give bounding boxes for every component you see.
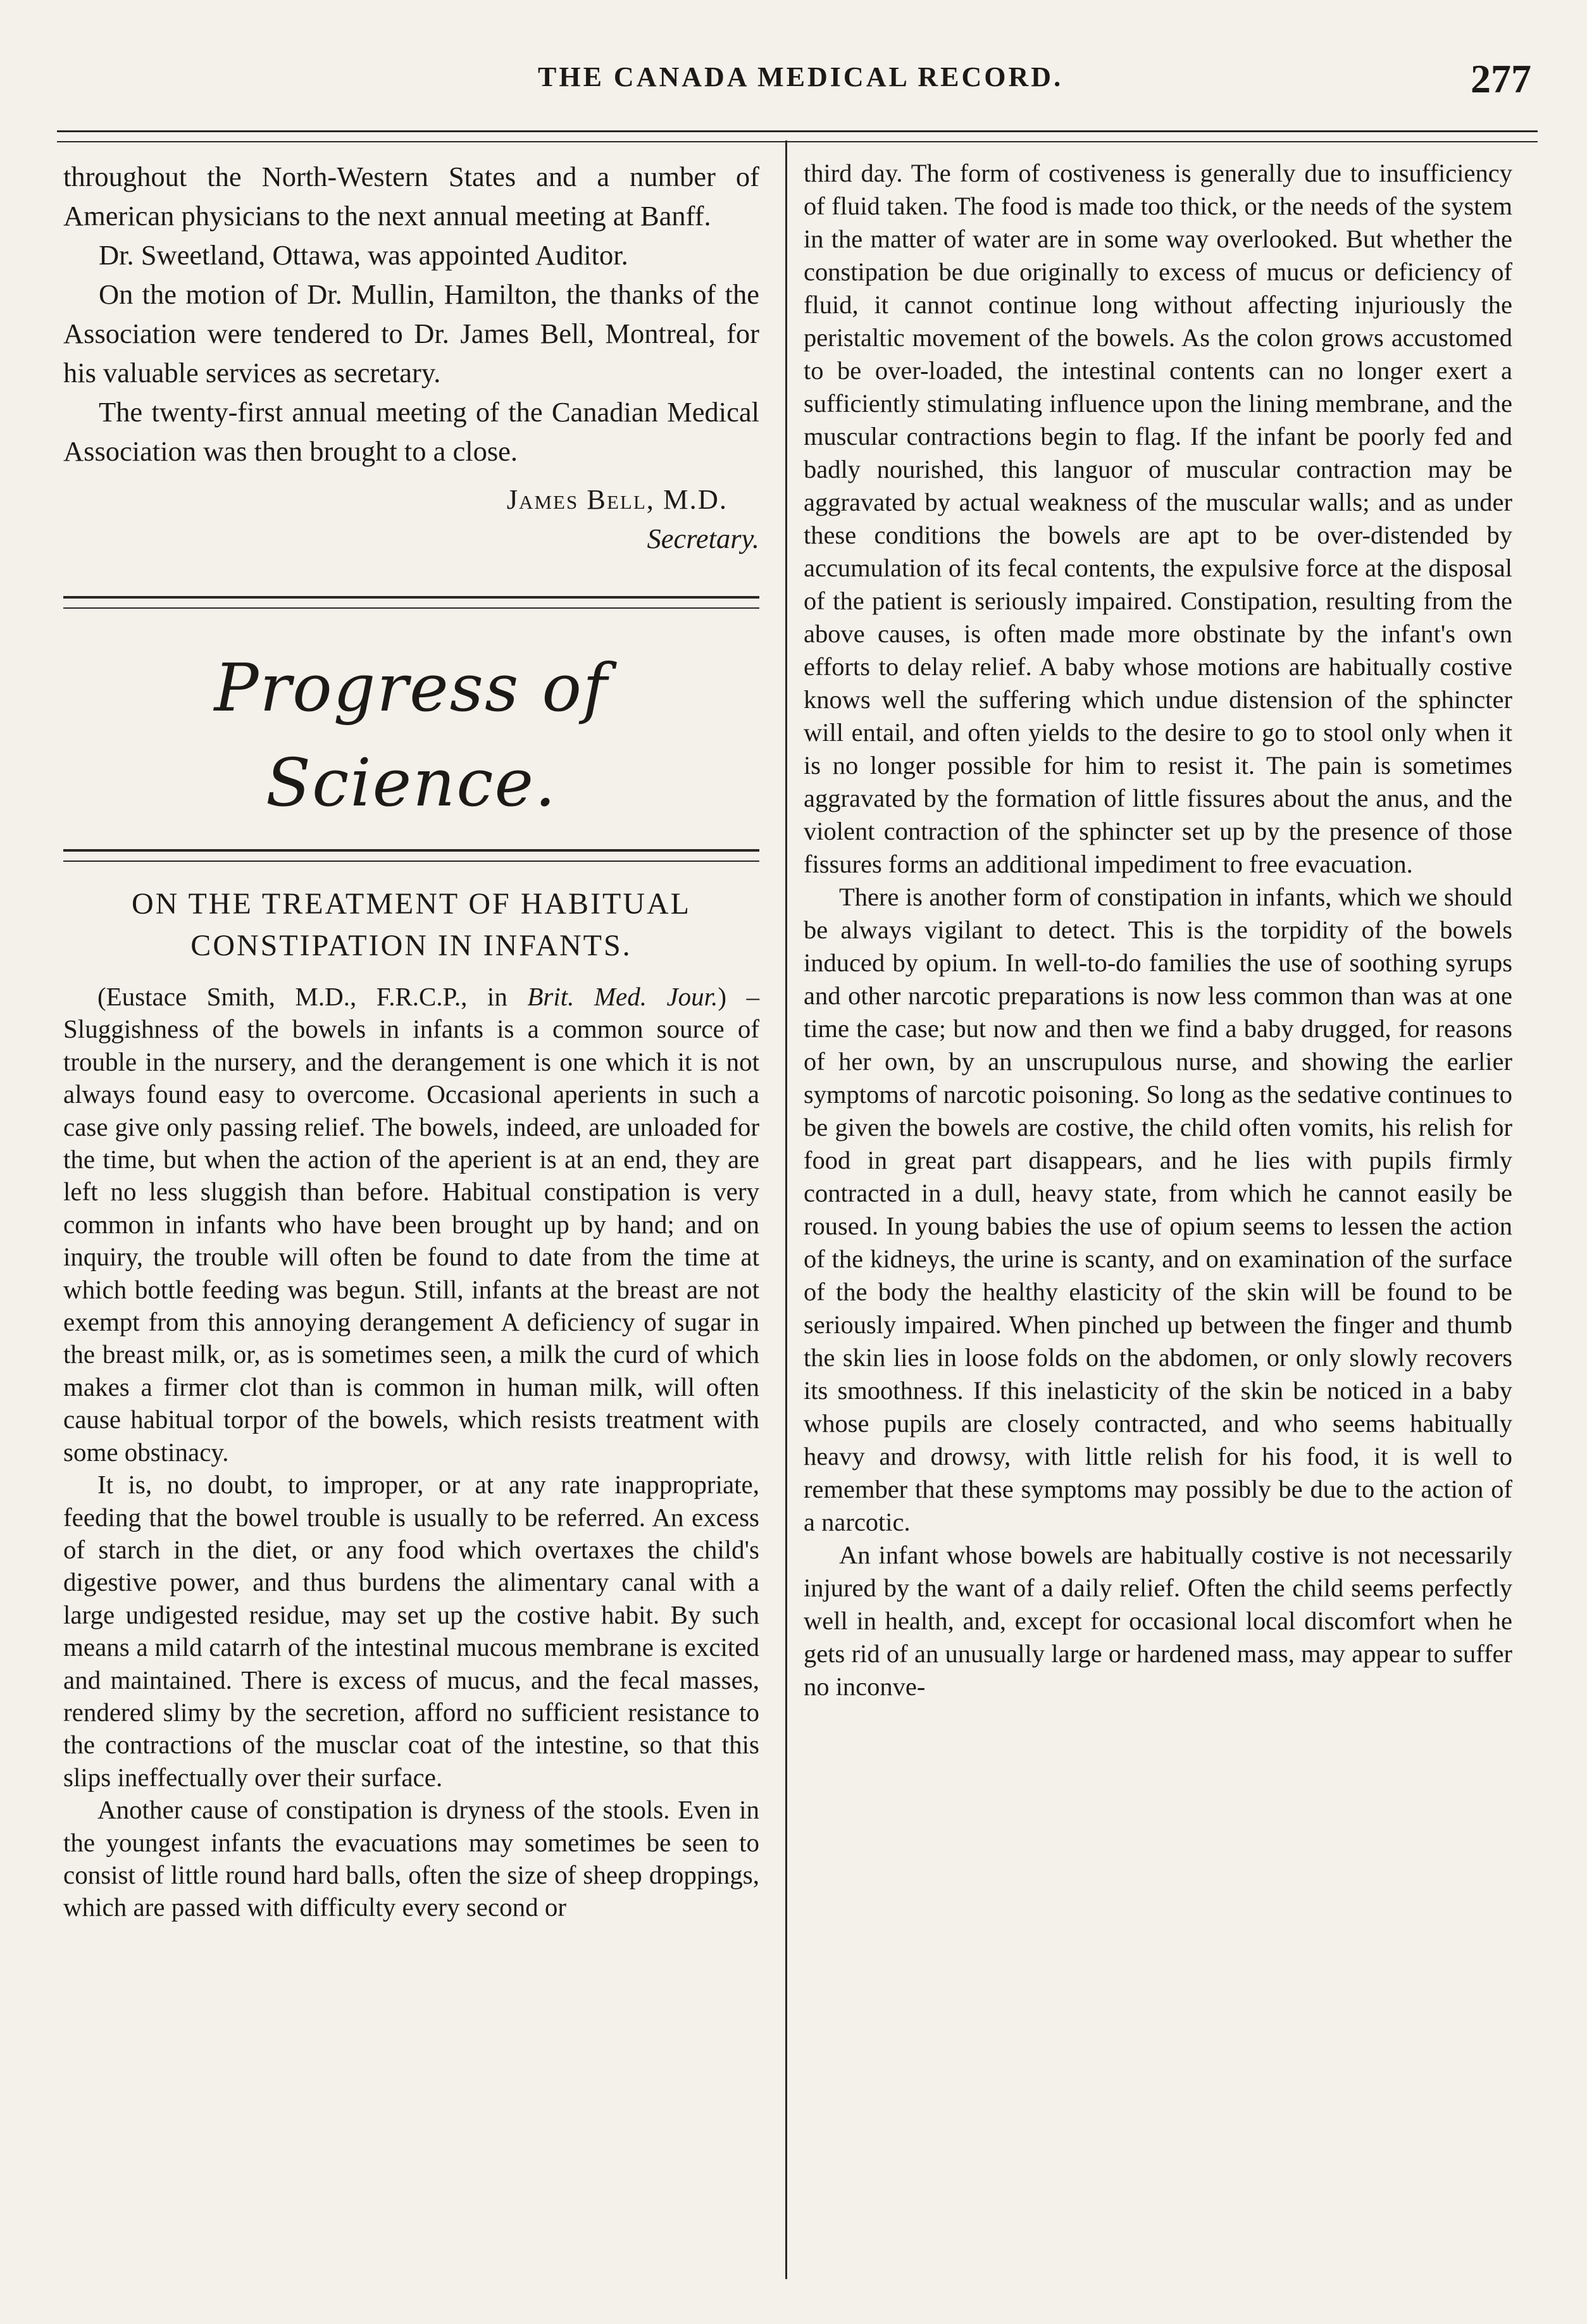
section-title: Progress of Science.: [214, 649, 609, 821]
paragraph: [63, 981, 759, 1469]
paragraph: throughout the North-Western States and a number of American physicians to the next annual meeting at Banff.: [63, 161, 759, 232]
left-column: [63, 157, 759, 1924]
paragraph: Another cause of constipation is dryness of the stools. Even in the youngest infants the evacuations may sometimes be seen to consist of little round hard balls, often the size of sheep droppings, which are passed with difficulty every second or: [63, 1795, 759, 1922]
section-rule-bottom: [63, 849, 759, 862]
paragraph-text: ) – Sluggishness of the bowels in infants is a common source of trouble in the nursery, and the derangement is one which it is not always found easy to overcome. Occasional aperients in such a case give only passing relief. The bowels, indeed, are unloaded for the time, but when the action of the aperient is at an end, they are left no less sluggish than before. Habitual constipation is very common in infants who have been brought up by hand; and on inquiry, the trouble will often be found to date from the time at which bottle feeding was begun. Still, infants at the breast are not exempt from this annoying derangement A deficiency of sugar in the breast milk, or, as is sometimes seen, a milk the curd of which makes a firmer clot than is common in human milk, will often cause habitual torpor of the bowels, which resists treatment with some obstinacy.: [63, 982, 760, 1467]
citation-lead: (Eustace Smith, M.D., F.R.C.P., in: [97, 982, 528, 1011]
paragraph: The twenty-first annual meeting of the Canadian Medical Association was then brought to a close.: [63, 396, 759, 467]
article-title: ON THE TREATMENT OF HABITUAL CONSTIPATION IN INFANTS.: [132, 887, 691, 962]
article-body: [63, 981, 759, 1924]
page-header: [57, 56, 1550, 111]
running-head: THE CANADA MEDICAL RECORD.: [538, 61, 1064, 92]
paragraph: There is another form of constipation in infants, which we should be always vigilant to detect. This is the torpidity of the bowels induced by opium. In well-to-do families the use of soothing syrups and other narcotic preparations is now less common than was at one time the case; but now and then we find a baby drugged, for reasons of her own, by an unscrupulous nurse, and showing the earlier symptoms of narcotic poisoning. So long as the sedative continues to be given the bowels are costive, the child often vomits, his relish for food in great part disappears, and he lies with pupils firmly contracted in a dull, heavy state, from which he cannot easily be roused. In young babies the use of opium seems to lessen the action of the kidneys, the urine is scanty, and on examination of the surface of the body the healthy elasticity of the skin will be found to be seriously impaired. When pinched up between the finger and thumb the skin lies in loose folds on the abdomen, or only slowly recovers its smoothness. If this inelasticity of the skin be noticed in a baby whose pupils are closely contracted, and who seems habitually heavy and drowsy, with little relish for his food, it is well to remember that these symptoms may possibly be due to the action of a narcotic.: [804, 883, 1512, 1536]
section-rule-top: [63, 596, 759, 609]
signature-block: [63, 480, 759, 558]
paragraph: Dr. Sweetland, Ottawa, was appointed Auditor.: [99, 239, 628, 271]
right-column: [804, 157, 1512, 1703]
column-divider: [785, 140, 787, 2279]
paragraph: It is, no doubt, to improper, or at any rate inappropriate, feeding that the bowel trouble is usually to be referred. An excess of starch in the diet, or any food which overtaxes the child's digestive power, and thus burdens the alimentary canal with a large undigested residue, may set up the costive habit. By such means a mild catarrh of the intestinal mucous membrane is excited and maintained. There is excess of mucus, and the fecal masses, rendered slimy by the secretion, afford no sufficient resistance to the contractions of the musclar coat of the intestine, so that this slips ineffectually over their surface.: [63, 1470, 759, 1792]
signature-name: James Bell, M.D.: [506, 483, 728, 515]
paragraph: An infant whose bowels are habitually costive is not necessarily injured by the want of a daily relief. Often the child seems perfectly well in health, and, except for occasional local discomfort when he gets rid of an unusually large or hardened mass, may appear to suffer no inconve-: [804, 1541, 1512, 1701]
paragraph: On the motion of Dr. Mullin, Hamilton, the thanks of the Association were tendered to Dr. James Bell, Montreal, for his valuable services as secretary.: [63, 278, 759, 388]
journal-name: Brit. Med. Jour.: [527, 982, 718, 1011]
header-rule: [57, 130, 1538, 142]
signature-role: Secretary.: [647, 523, 759, 554]
paragraph: third day. The form of costiveness is generally due to insufficiency of fluid taken. The food is made too thick, or the needs of the system in the matter of water are in some way overlooked. But whether the constipation be due originally to excess of mucus or deficiency of fluid, it cannot continue long without affecting injuriously the peristaltic movement of the bowels. As the colon grows accustomed to be over-loaded, the intestinal contents can no longer exert a sufficiently stimulating influence upon the lining membrane, and the muscular contractions begin to flag. If the infant be poorly fed and badly nourished, this languor of muscular contraction may be aggravated by actual weakness of the muscular walls; and as under these conditions the bowels are apt to be over-distended by accumulation of its fecal contents, the expulsive force at the disposal of the patient is seriously impaired. Constipation, resulting from the above causes, is often made more obstinate by the infant's own efforts to delay relief. A baby whose motions are habitually costive knows well the suffering which undue distension of the sphincter will entail, and often yields to the desire to go to stool only when it is no longer possible for him to resist it. The pain is sometimes aggravated by the formation of little fissures about the anus, and the violent contraction of the sphincter set up by the presence of those fissures forms an additional impediment to free evacuation.: [804, 159, 1512, 878]
page-number: 277: [1471, 56, 1531, 101]
